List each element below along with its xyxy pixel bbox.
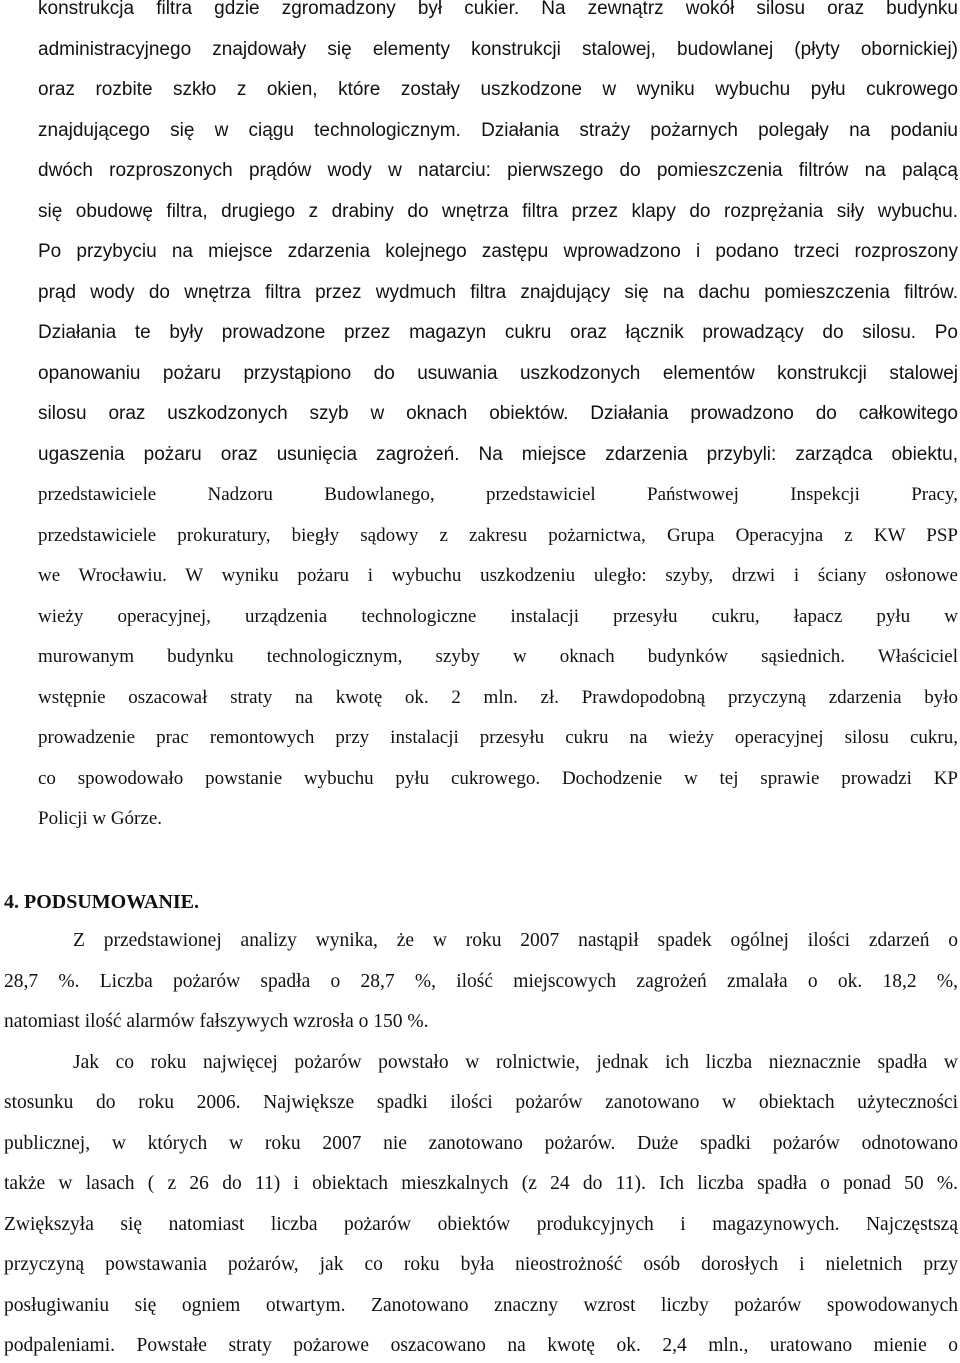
text-line: silosu oraz uszkodzonych szyb w oknach obiektów. Działania prowadzono do całkowitego <box>38 403 958 424</box>
text-line: opanowaniu pożaru przystąpiono do usuwania uszkodzonych elementów konstrukcji stalowej <box>38 363 958 384</box>
text-line: przedstawiciele Nadzoru Budowlanego, przedstawiciel Państwowej Inspekcji Pracy, <box>38 484 958 505</box>
text-line: 28,7 %. Liczba pożarów spadła o 28,7 %, ilość miejscowych zagrożeń zmalała o ok. 18,2 %, <box>4 971 958 992</box>
text-line: co spowodowało powstanie wybuchu pyłu cukrowego. Dochodzenie w tej sprawie prowadzi KP <box>38 768 958 789</box>
text-line: administracyjnego znajdowały się elementy konstrukcji stalowej, budowlanej (płyty obornickiej) <box>38 39 958 60</box>
text-line: murowanym budynku technologicznym, szyby w oknach budynków sąsiednich. Właściciel <box>38 646 958 667</box>
text-line: prąd wody do wnętrza filtra przez wydmuch filtra znajdujący się na dachu pomieszczenia filtrów. <box>38 282 958 303</box>
text-line: publicznej, w których w roku 2007 nie zanotowano pożarów. Duże spadki pożarów odnotowano <box>4 1133 958 1154</box>
text-line: we Wrocławiu. W wyniku pożaru i wybuchu uszkodzeniu uległo: szyby, drzwi i ściany osłonowe <box>38 565 958 586</box>
text-line: podpaleniami. Powstałe straty pożarowe oszacowano na kwotę ok. 2,4 mln., uratowano mienie o <box>4 1335 958 1356</box>
text-line: przyczyną powstawania pożarów, jak co roku była nieostrożność osób dorosłych i nieletnich przy <box>4 1254 958 1275</box>
text-line: Po przybyciu na miejsce zdarzenia kolejnego zastępu wprowadzono i podano trzeci rozproszony <box>38 241 958 262</box>
text-line: dwóch rozproszonych prądów wody w natarciu: pierwszego do pomieszczenia filtrów na palącą <box>38 160 958 181</box>
text-line: ugaszenia pożaru oraz usunięcia zagrożeń. Na miejsce zdarzenia przybyli: zarządca obiektu, <box>38 444 958 465</box>
section-heading: 4. PODSUMOWANIE. <box>4 891 200 913</box>
text-line: wieży operacyjnej, urządzenia technologiczne instalacji przesyłu cukru, łapacz pyłu w <box>38 606 958 627</box>
text-line: także w lasach ( z 26 do 11) i obiektach mieszkalnych (z 24 do 11). Ich liczba spadła o ponad 50 %. <box>4 1173 958 1194</box>
text-line: oraz rozbite szkło z okien, które zostały uszkodzone w wyniku wybuchu pyłu cukrowego <box>38 79 958 100</box>
text-line: posługiwaniu się ogniem otwartym. Zanotowano znaczny wzrost liczby pożarów spowodowanych <box>4 1295 958 1316</box>
text-line: natomiast ilość alarmów fałszywych wzrosła o 150 %. <box>4 1011 429 1032</box>
text-line: Policji w Górze. <box>38 808 163 829</box>
text-line: się obudowę filtra, drugiego z drabiny do wnętrza filtra przez klapy do rozprężania siły wybuchu. <box>38 201 958 222</box>
text-line: przedstawiciele prokuratury, biegły sądowy z zakresu pożarnictwa, Grupa Operacyjna z KW PSP <box>38 525 958 546</box>
text-line: stosunku do roku 2006. Największe spadki ilości pożarów zanotowano w obiektach użyteczności <box>4 1092 958 1113</box>
text-line: znajdującego się w ciągu technologicznym. Działania straży pożarnych polegały na podaniu <box>38 120 958 141</box>
text-line: prowadzenie prac remontowych przy instalacji przesyłu cukru na wieży operacyjnej silosu cukru, <box>38 727 958 748</box>
text-line: konstrukcja filtra gdzie zgromadzony był cukier. Na zewnątrz wokół silosu oraz budynku <box>38 0 958 19</box>
text-line: Zwiększyła się natomiast liczba pożarów obiektów produkcyjnych i magazynowych. Najczęstszą <box>4 1214 958 1235</box>
text-line: wstępnie oszacował straty na kwotę ok. 2 mln. zł. Prawdopodobną przyczyną zdarzenia było <box>38 687 958 708</box>
text-line: Z przedstawionej analizy wynika, że w roku 2007 nastąpił spadek ogólnej ilości zdarzeń o <box>73 930 958 951</box>
text-line: Jak co roku najwięcej pożarów powstało w rolnictwie, jednak ich liczba nieznacznie spadła w <box>73 1052 958 1073</box>
text-line: Działania te były prowadzone przez magazyn cukru oraz łącznik prowadzący do silosu. Po <box>38 322 958 343</box>
